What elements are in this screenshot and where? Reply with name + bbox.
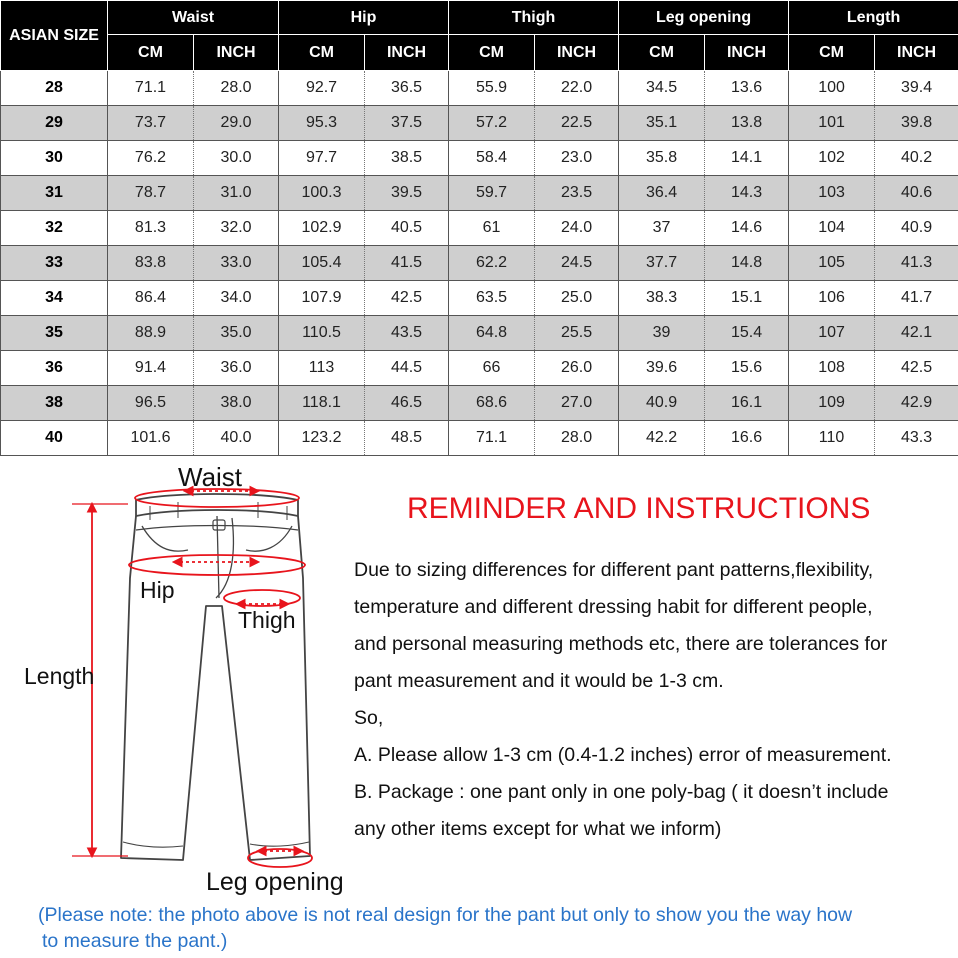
- hip-cm-cell: 97.7: [279, 141, 365, 176]
- thigh-inch-cell: 28.0: [535, 421, 619, 456]
- thigh-cm-cell: 71.1: [449, 421, 535, 456]
- thigh-cm-header: CM: [449, 35, 535, 71]
- hip-header: Hip: [279, 1, 449, 35]
- waist-inch-cell: 32.0: [194, 211, 279, 246]
- waist-cm-cell: 86.4: [108, 281, 194, 316]
- waist-inch-cell: 40.0: [194, 421, 279, 456]
- length-header: Length: [789, 1, 958, 35]
- thigh-cm-cell: 66: [449, 351, 535, 386]
- length-inch-header: INCH: [875, 35, 958, 71]
- table-row: [1, 386, 958, 421]
- waist-inch-cell: 38.0: [194, 386, 279, 421]
- instruction-line: A. Please allow 1-3 cm (0.4-1.2 inches) error of measurement.: [354, 744, 892, 766]
- table-row: [1, 351, 958, 386]
- waist-inch-cell: 35.0: [194, 316, 279, 351]
- waist-header: Waist: [108, 1, 279, 35]
- waist-cm-cell: 78.7: [108, 176, 194, 211]
- thigh-cm-cell: 58.4: [449, 141, 535, 176]
- leg-opening-label: Leg opening: [206, 868, 344, 896]
- hip-inch-cell: 43.5: [365, 316, 449, 351]
- length-inch-cell: 40.2: [875, 141, 958, 176]
- leg-opening-inch-header: INCH: [705, 35, 789, 71]
- leg-opening-inch-cell: 15.6: [705, 351, 789, 386]
- length-inch-cell: 42.9: [875, 386, 958, 421]
- table-row: [1, 106, 958, 141]
- leg-opening-cm-cell: 38.3: [619, 281, 705, 316]
- waist-cm-cell: 96.5: [108, 386, 194, 421]
- hip-cm-cell: 123.2: [279, 421, 365, 456]
- length-cm-cell: 102: [789, 141, 875, 176]
- hip-inch-cell: 48.5: [365, 421, 449, 456]
- leg-opening-inch-cell: 14.3: [705, 176, 789, 211]
- length-cm-cell: 103: [789, 176, 875, 211]
- length-cm-cell: 100: [789, 71, 875, 106]
- thigh-cm-cell: 57.2: [449, 106, 535, 141]
- size-cell: 28: [1, 71, 108, 106]
- waist-inch-cell: 28.0: [194, 71, 279, 106]
- waist-inch-cell: 34.0: [194, 281, 279, 316]
- hip-inch-cell: 46.5: [365, 386, 449, 421]
- length-cm-cell: 109: [789, 386, 875, 421]
- thigh-header: Thigh: [449, 1, 619, 35]
- leg-opening-cm-cell: 37: [619, 211, 705, 246]
- hip-cm-cell: 107.9: [279, 281, 365, 316]
- hip-inch-cell: 38.5: [365, 141, 449, 176]
- waist-cm-cell: 101.6: [108, 421, 194, 456]
- leg-opening-cm-cell: 39.6: [619, 351, 705, 386]
- size-cell: 29: [1, 106, 108, 141]
- waist-label: Waist: [178, 462, 243, 492]
- thigh-inch-cell: 24.5: [535, 246, 619, 281]
- thigh-inch-cell: 25.0: [535, 281, 619, 316]
- length-inch-cell: 42.5: [875, 351, 958, 386]
- table-row: [1, 246, 958, 281]
- thigh-inch-header: INCH: [535, 35, 619, 71]
- instructions-text: [354, 554, 954, 850]
- size-cell: 38: [1, 386, 108, 421]
- hip-cm-cell: 102.9: [279, 211, 365, 246]
- waist-cm-cell: 73.7: [108, 106, 194, 141]
- length-label: Length: [24, 663, 95, 689]
- length-cm-cell: 106: [789, 281, 875, 316]
- hip-inch-cell: 36.5: [365, 71, 449, 106]
- leg-opening-inch-cell: 13.8: [705, 106, 789, 141]
- length-cm-cell: 110: [789, 421, 875, 456]
- length-inch-cell: 41.3: [875, 246, 958, 281]
- thigh-inch-cell: 23.5: [535, 176, 619, 211]
- leg-opening-cm-cell: 35.1: [619, 106, 705, 141]
- waist-inch-cell: 33.0: [194, 246, 279, 281]
- photo-note: [38, 902, 953, 954]
- length-inch-cell: 41.7: [875, 281, 958, 316]
- waist-cm-cell: 76.2: [108, 141, 194, 176]
- hip-cm-cell: 105.4: [279, 246, 365, 281]
- table-row: [1, 211, 958, 246]
- thigh-cm-cell: 63.5: [449, 281, 535, 316]
- hip-cm-cell: 113: [279, 351, 365, 386]
- thigh-cm-cell: 55.9: [449, 71, 535, 106]
- length-cm-cell: 105: [789, 246, 875, 281]
- length-cm-cell: 104: [789, 211, 875, 246]
- hip-label: Hip: [140, 577, 175, 603]
- size-cell: 32: [1, 211, 108, 246]
- pants-measurement-diagram: [0, 458, 360, 898]
- leg-opening-cm-cell: 40.9: [619, 386, 705, 421]
- length-cm-header: CM: [789, 35, 875, 71]
- hip-inch-header: INCH: [365, 35, 449, 71]
- length-inch-cell: 40.6: [875, 176, 958, 211]
- length-inch-cell: 42.1: [875, 316, 958, 351]
- size-chart-table: [0, 0, 958, 456]
- size-rows: [1, 71, 958, 456]
- leg-opening-inch-cell: 15.4: [705, 316, 789, 351]
- thigh-cm-cell: 61: [449, 211, 535, 246]
- instruction-line: So,: [354, 707, 384, 729]
- leg-opening-inch-cell: 15.1: [705, 281, 789, 316]
- table-row: [1, 316, 958, 351]
- hip-cm-cell: 100.3: [279, 176, 365, 211]
- length-inch-cell: 39.8: [875, 106, 958, 141]
- leg-opening-header: Leg opening: [619, 1, 789, 35]
- note-line: to measure the pant.): [42, 930, 228, 952]
- waist-cm-cell: 91.4: [108, 351, 194, 386]
- note-line: (Please note: the photo above is not real design for the pant but only to show you the way how: [38, 904, 853, 926]
- instruction-line: pant measurement and it would be 1-3 cm.: [354, 670, 724, 692]
- size-cell: 33: [1, 246, 108, 281]
- size-cell: 34: [1, 281, 108, 316]
- size-cell: 36: [1, 351, 108, 386]
- hip-inch-cell: 37.5: [365, 106, 449, 141]
- thigh-inch-cell: 23.0: [535, 141, 619, 176]
- leg-opening-cm-cell: 34.5: [619, 71, 705, 106]
- length-cm-cell: 107: [789, 316, 875, 351]
- hip-inch-cell: 42.5: [365, 281, 449, 316]
- table-row: [1, 71, 958, 106]
- hip-cm-cell: 92.7: [279, 71, 365, 106]
- instruction-line: temperature and different dressing habit for different people,: [354, 596, 873, 618]
- size-cell: 35: [1, 316, 108, 351]
- thigh-inch-cell: 27.0: [535, 386, 619, 421]
- leg-opening-cm-cell: 42.2: [619, 421, 705, 456]
- waist-cm-cell: 83.8: [108, 246, 194, 281]
- hip-inch-cell: 40.5: [365, 211, 449, 246]
- reminder-title: REMINDER AND INSTRUCTIONS: [407, 492, 871, 525]
- table-row: [1, 141, 958, 176]
- thigh-inch-cell: 25.5: [535, 316, 619, 351]
- instruction-line: B. Package : one pant only in one poly-bag ( it doesn’t include: [354, 781, 889, 803]
- thigh-inch-cell: 22.5: [535, 106, 619, 141]
- hip-inch-cell: 39.5: [365, 176, 449, 211]
- thigh-label: Thigh: [238, 607, 296, 633]
- waist-inch-cell: 30.0: [194, 141, 279, 176]
- hip-inch-cell: 41.5: [365, 246, 449, 281]
- leg-opening-inch-cell: 16.6: [705, 421, 789, 456]
- instruction-line: and personal measuring methods etc, there are tolerances for: [354, 633, 888, 655]
- leg-opening-inch-cell: 14.8: [705, 246, 789, 281]
- leg-opening-cm-cell: 36.4: [619, 176, 705, 211]
- waist-inch-header: INCH: [194, 35, 279, 71]
- leg-opening-inch-cell: 13.6: [705, 71, 789, 106]
- waist-cm-cell: 88.9: [108, 316, 194, 351]
- length-inch-cell: 43.3: [875, 421, 958, 456]
- table-row: [1, 421, 958, 456]
- length-cm-cell: 108: [789, 351, 875, 386]
- thigh-inch-cell: 24.0: [535, 211, 619, 246]
- thigh-cm-cell: 59.7: [449, 176, 535, 211]
- table-row: [1, 176, 958, 211]
- size-cell: 40: [1, 421, 108, 456]
- thigh-inch-cell: 22.0: [535, 71, 619, 106]
- length-inch-cell: 40.9: [875, 211, 958, 246]
- hip-cm-header: CM: [279, 35, 365, 71]
- hip-cm-cell: 110.5: [279, 316, 365, 351]
- waist-inch-cell: 29.0: [194, 106, 279, 141]
- table-row: [1, 281, 958, 316]
- leg-opening-cm-cell: 35.8: [619, 141, 705, 176]
- waist-cm-cell: 81.3: [108, 211, 194, 246]
- leg-opening-cm-header: CM: [619, 35, 705, 71]
- leg-opening-cm-cell: 39: [619, 316, 705, 351]
- size-cell: 31: [1, 176, 108, 211]
- waist-inch-cell: 31.0: [194, 176, 279, 211]
- waist-cm-header: CM: [108, 35, 194, 71]
- hip-cm-cell: 95.3: [279, 106, 365, 141]
- length-inch-cell: 39.4: [875, 71, 958, 106]
- leg-opening-cm-cell: 37.7: [619, 246, 705, 281]
- leg-opening-inch-cell: 16.1: [705, 386, 789, 421]
- hip-cm-cell: 118.1: [279, 386, 365, 421]
- hip-inch-cell: 44.5: [365, 351, 449, 386]
- instruction-line: any other items except for what we inform): [354, 818, 722, 840]
- leg-opening-inch-cell: 14.6: [705, 211, 789, 246]
- waist-cm-cell: 71.1: [108, 71, 194, 106]
- size-cell: 30: [1, 141, 108, 176]
- thigh-inch-cell: 26.0: [535, 351, 619, 386]
- leg-opening-inch-cell: 14.1: [705, 141, 789, 176]
- instruction-line: Due to sizing differences for different pant patterns,flexibility,: [354, 559, 874, 581]
- thigh-cm-cell: 68.6: [449, 386, 535, 421]
- waist-inch-cell: 36.0: [194, 351, 279, 386]
- asian-size-header: ASIAN SIZE: [1, 1, 108, 71]
- thigh-cm-cell: 62.2: [449, 246, 535, 281]
- thigh-cm-cell: 64.8: [449, 316, 535, 351]
- length-cm-cell: 101: [789, 106, 875, 141]
